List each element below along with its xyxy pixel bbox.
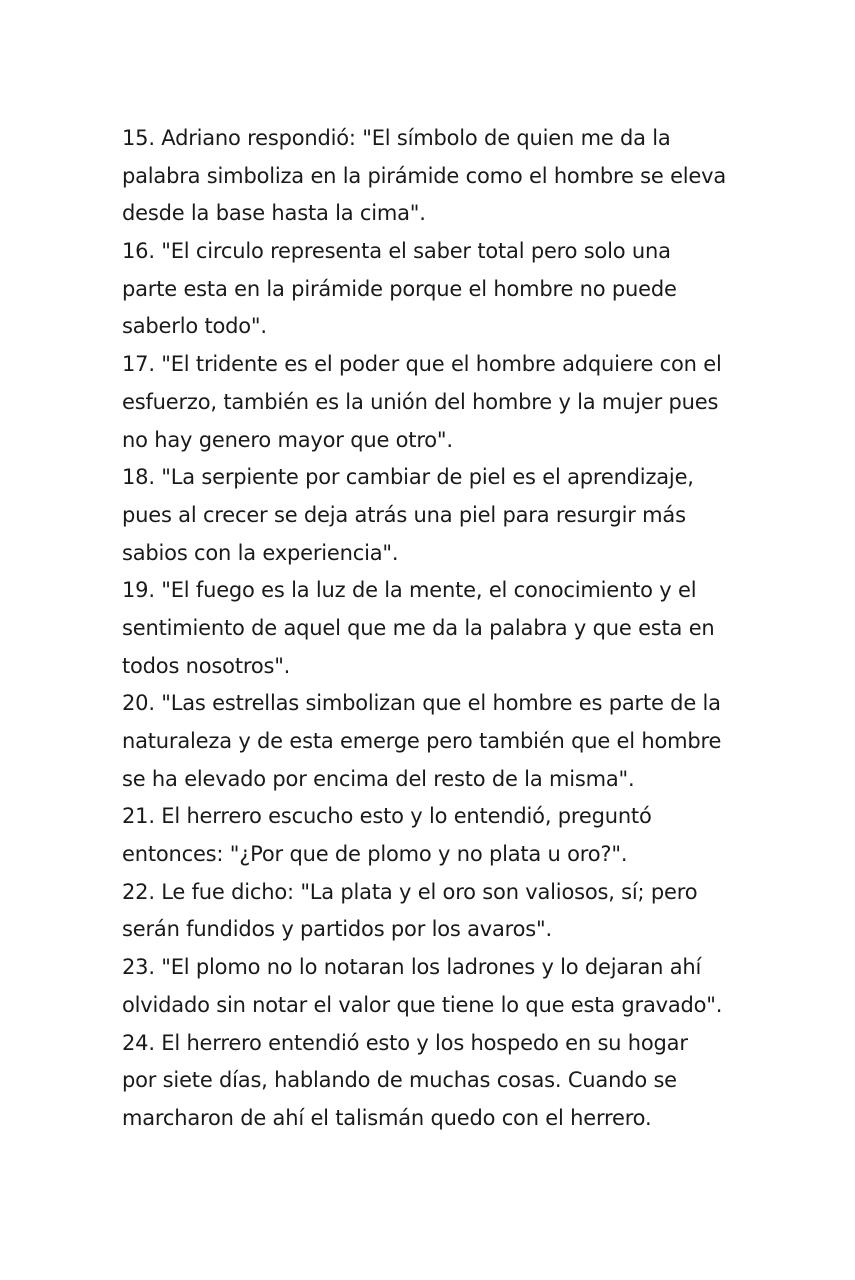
text-line: desde la base hasta la cima". — [122, 201, 426, 226]
text-line: 19. "El fuego es la luz de la mente, el conocimiento y el — [122, 578, 697, 603]
text-line: marcharon de ahí el talismán quedo con el herrero. — [122, 1105, 652, 1130]
text-line: pues al crecer se deja atrás una piel para resurgir más — [122, 502, 686, 527]
text-line: 24. El herrero entendió esto y los hospedo en su hogar — [122, 1030, 688, 1055]
text-line: sentimiento de aquel que me da la palabra y que esta en — [122, 615, 715, 640]
text-line: olvidado sin notar el valor que tiene lo que esta gravado". — [122, 992, 723, 1017]
text-line: se ha elevado por encima del resto de la misma". — [122, 766, 635, 791]
text-line: saberlo todo". — [122, 314, 267, 339]
text-line: serán fundidos y partidos por los avaros". — [122, 917, 552, 942]
text-line: no hay genero mayor que otro". — [122, 427, 453, 452]
text-line: 18. "La serpiente por cambiar de piel es el aprendizaje, — [122, 465, 694, 490]
text-line: 23. "El plomo no lo notaran los ladrones y lo dejaran ahí — [122, 955, 702, 980]
text-line: naturaleza y de esta emerge pero también que el hombre — [122, 729, 722, 753]
text-line: parte esta en la pirámide porque el hombre no puede — [122, 276, 677, 301]
text-line: palabra simboliza en la pirámide como el hombre se eleva — [122, 163, 727, 188]
text-line: 16. "El circulo representa el saber total pero solo una — [122, 239, 671, 264]
text-line: 22. Le fue dicho: "La plata y el oro son valiosos, sí; pero — [122, 879, 698, 904]
text-line: 20. "Las estrellas simbolizan que el hombre es parte de la — [122, 691, 721, 716]
text-line: por siete días, hablando de muchas cosas. Cuando se — [122, 1068, 677, 1093]
text-line: 21. El herrero escucho esto y lo entendió, preguntó — [122, 804, 652, 829]
text-line: 15. Adriano respondió: "El símbolo de quien me da la — [122, 126, 671, 150]
body-text — [122, 120, 742, 1138]
text-line: todos nosotros". — [122, 653, 291, 678]
text-line: sabios con la experiencia". — [122, 540, 399, 565]
text-line: esfuerzo, también es la unión del hombre y la mujer pues — [122, 389, 719, 414]
text-line: entonces: "¿Por que de plomo y no plata u oro?". — [122, 842, 628, 867]
text-line: 17. "El tridente es el poder que el hombre adquiere con el — [122, 352, 722, 377]
